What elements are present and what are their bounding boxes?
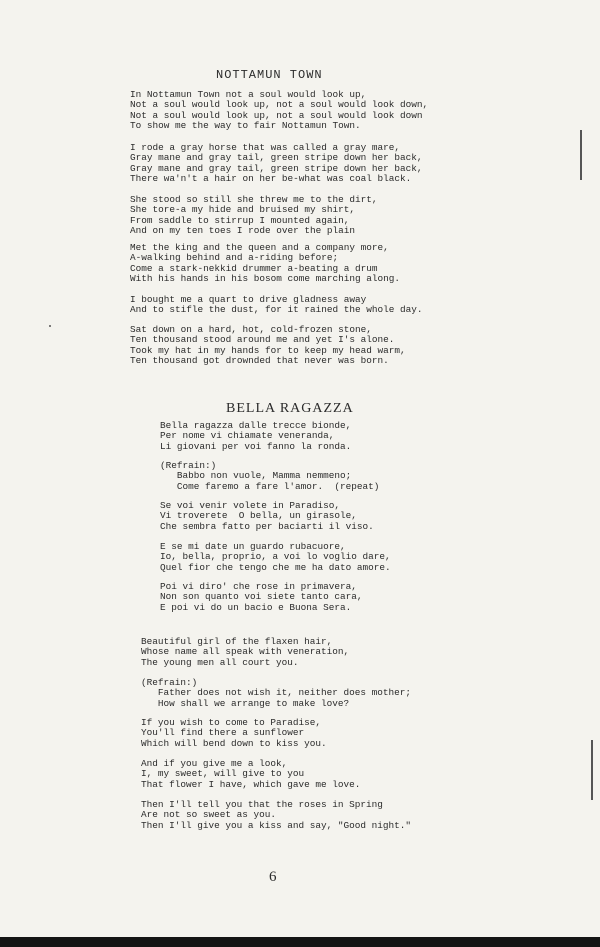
verse-line: Bella ragazza dalle trecce bionde, [160,420,352,431]
verse-line: And if you give me a look, [141,758,288,769]
scan-mark [591,740,593,800]
scan-dot [49,325,51,327]
verse-line: Per nome vi chiamate veneranda, [160,430,335,442]
verse-line: How shall we arrange to make love? [141,697,350,709]
verse-line: Poi vi diro' che rose in primavera, [160,581,357,592]
stanza [141,759,360,790]
verse-line: Se voi venir volete in Paradiso, [160,500,341,511]
verse-line: Which will bend down to kiss you. [141,737,327,749]
verse-line: Took my hat in my hands for to keep my head warm, [130,344,406,356]
stanza [141,718,327,749]
refrain-label: (Refrain:) [141,677,198,688]
verse-line: Beautiful girl of the flaxen hair, [141,636,333,647]
verse-line: That flower I have, which gave me love. [141,778,361,790]
stanza [130,295,423,316]
stanza [160,421,351,452]
verse-line: Li giovani per voi fanno la ronda. [160,440,352,452]
verse-line: Babbo non vuole, Mamma nemmeno; [160,470,352,482]
verse-line: The young men all court you. [141,656,299,668]
verse-line: And on my ten toes I rode over the plain [130,224,356,236]
stanza [160,542,391,573]
song-title-nottamun-town: NOTTAMUN TOWN [216,68,323,82]
verse-line: Not a soul would look up, not a soul would look down [130,109,423,121]
verse-line: Are not so sweet as you. [141,809,277,821]
verse-line: There wa'n't a hair on her be-what was coal black. [130,172,412,184]
song-title-bella-ragazza: BELLA RAGAZZA [226,401,354,416]
verse-line: Not a soul would look up, not a soul would look down, [130,99,429,111]
verse-line: I rode a gray horse that was called a gray mare, [130,142,401,153]
verse-line: To show me the way to fair Nottamun Town. [130,119,361,131]
verse-line: Io, bella, proprio, a voi lo voglio dare, [160,551,391,563]
verse-line: Met the king and the queen and a company more, [130,242,389,253]
verse-line: Come faremo a fare l'amor. (repeat) [160,480,380,492]
verse-line: Che sembra fatto per baciarti il viso. [160,520,374,532]
page-number: 6 [269,869,277,885]
stanza [130,325,406,366]
refrain [141,678,411,709]
verse-line: I bought me a quart to drive gladness away [130,294,367,305]
stanza [130,90,428,131]
verse-line: Non son quanto voi siete tanto cara, [160,591,363,603]
stanza [130,243,400,284]
verse-line: Then I'll tell you that the roses in Spring [141,799,383,810]
verse-line: She tore-a my hide and bruised my shirt, [130,204,356,216]
verse-line: Gray mane and gray tail, green stripe down her back, [130,152,423,164]
stanza [160,501,374,532]
verse-line: If you wish to come to Paradise, [141,717,322,728]
refrain [160,461,379,492]
verse-line: Vi troverete O bella, un girasole, [160,510,357,522]
verse-line: And to stifle the dust, for it rained the whole day. [130,304,423,316]
verse-line: Ten thousand stood around me and yet I's alone. [130,334,395,346]
stanza [160,582,363,613]
verse-line: E se mi date un guardo rubacuore, [160,541,346,552]
verse-line: Whose name all speak with veneration, [141,646,350,658]
verse-line: Quel fior che tengo che me ha dato amore. [160,561,391,573]
stanza [141,800,411,831]
stanza [141,637,349,668]
verse-line: With his hands in his bosom come marching along. [130,272,401,284]
scan-mark [580,130,582,180]
stanza [130,195,378,236]
verse-line: Come a stark-nekkid drummer a-beating a drum [130,262,378,274]
scan-border [0,937,600,947]
verse-line: E poi vi do un bacio e Buona Sera. [160,601,352,613]
verse-line: I, my sweet, will give to you [141,768,305,780]
verse-line: You'll find there a sunflower [141,727,305,739]
refrain-label: (Refrain:) [160,460,217,471]
verse-line: She stood so still she threw me to the dirt, [130,194,378,205]
verse-line: Then I'll give you a kiss and say, "Good night." [141,819,412,831]
verse-line: Father does not wish it, neither does mother; [141,687,412,699]
verse-line: Gray mane and gray tail, green stripe down her back, [130,162,423,174]
verse-line: A-walking behind and a-riding before; [130,252,339,264]
verse-line: From saddle to stirrup I mounted again, [130,214,350,226]
verse-line: In Nottamun Town not a soul would look up, [130,89,367,100]
verse-line: Ten thousand got drownded that never was born. [130,354,389,366]
stanza [130,143,423,184]
verse-line: Sat down on a hard, hot, cold-frozen stone, [130,324,372,335]
